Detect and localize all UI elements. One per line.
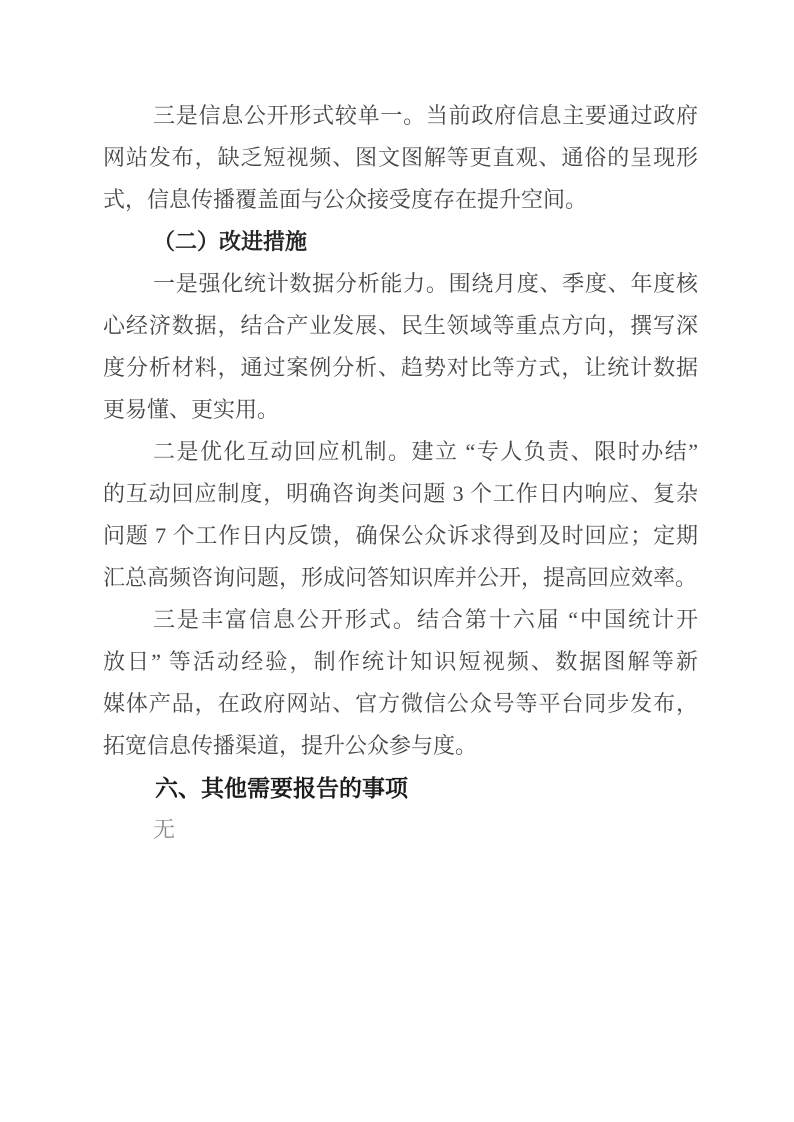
- text-line: （二）改进措施: [153, 229, 308, 254]
- text-line: 度分析材料，通过案例分析、趋势对比等方式，让统计数据: [103, 355, 698, 380]
- text-line: 拓宽信息传播渠道，提升公众参与度。: [103, 733, 478, 758]
- paragraph: [103, 431, 698, 599]
- text-line: 式，信息传播覆盖面与公众接受度存在提升空间。: [103, 187, 588, 212]
- text-line: 三是信息公开形式较单一。当前政府信息主要通过政府: [153, 103, 698, 128]
- document-text-block: [103, 95, 698, 851]
- text-line: 问题 7 个工作日内反馈，确保公众诉求得到及时回应；定期: [103, 523, 698, 548]
- text-line: 媒体产品，在政府网站、官方微信公众号等平台同步发布，: [103, 691, 698, 716]
- text-line: 的互动回应制度，明确咨询类问题 3 个工作日内响应、复杂: [103, 481, 698, 506]
- paragraph: [103, 599, 698, 767]
- text-line: 汇总高频咨询问题，形成问答知识库并公开，提高回应效率。: [103, 565, 698, 590]
- text-line: 无: [153, 817, 176, 842]
- text-line: 六、其他需要报告的事项: [155, 775, 408, 801]
- section-heading: [103, 767, 698, 809]
- text-line: 二是优化互动回应机制。建立 “专人负责、限时办结”: [153, 439, 698, 464]
- text-line: 网站发布，缺乏短视频、图文图解等更直观、通俗的呈现形: [103, 145, 698, 170]
- text-line: 心经济数据，结合产业发展、民生领域等重点方向，撰写深: [103, 313, 698, 338]
- paragraph: [103, 95, 698, 221]
- text-line: 放日” 等活动经验，制作统计知识短视频、数据图解等新: [103, 649, 698, 674]
- section-heading: [103, 221, 698, 263]
- text-line: 更易懂、更实用。: [103, 397, 280, 422]
- text-line: 一是强化统计数据分析能力。围绕月度、季度、年度核: [153, 271, 698, 296]
- text-line: 三是丰富信息公开形式。结合第十六届 “中国统计开: [153, 607, 698, 632]
- paragraph: [103, 809, 698, 851]
- paragraph: [103, 263, 698, 431]
